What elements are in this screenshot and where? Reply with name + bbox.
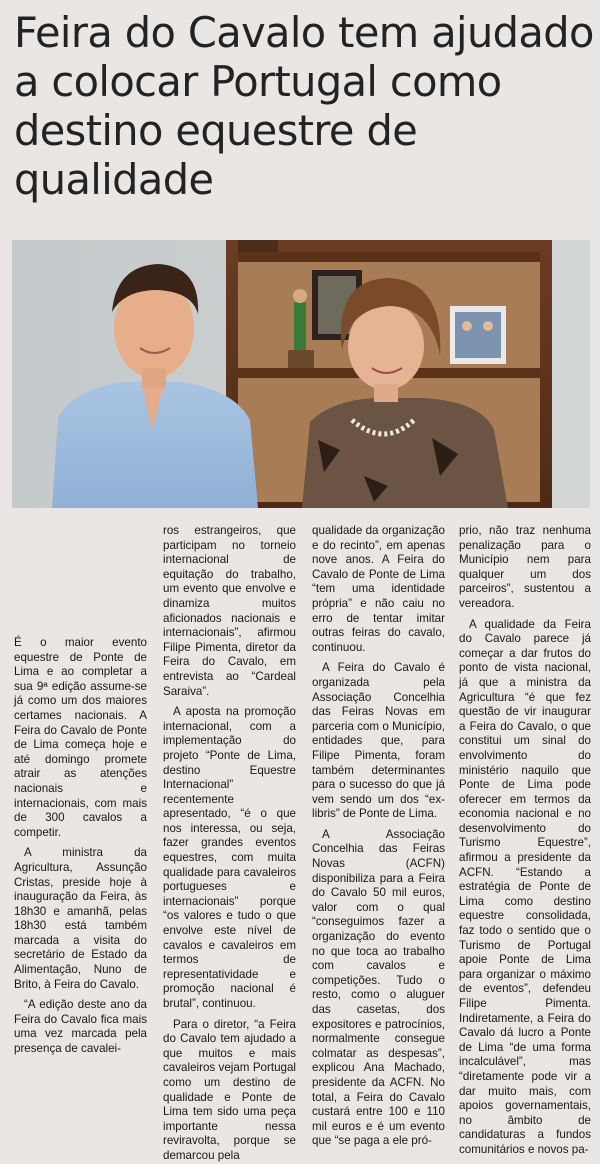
paragraph: “A edição deste ano da Feira do Cavalo fica mais uma vez marcada pela presença de cavalei-	[14, 998, 147, 1056]
paragraph: prio, não traz nenhuma penalização para o Município nem para qualquer um dos parceiros”, sustentou a vereadora.	[459, 524, 591, 610]
photo-illustration	[12, 240, 590, 508]
article-photo	[12, 240, 590, 508]
paragraph: A Associação Concelhia das Feiras Novas (ACFN) disponibiliza para a Feira do Cavalo 50 mil euros, valor com o qual “conseguimos fazer a organização do evento no que toca ao trabalho com cavalos e competições. Tudo o resto, como o aluguer das casetas, dos expositores e patrocínios, normalmente consegue colmatar as despesas”, explicou Ana Machado, presidente da ACFN. No total, a Feira do Cavalo custará entre 100 e 110 mil euros e é um evento que “se paga a ele pró-	[312, 827, 445, 1148]
article-body	[0, 524, 600, 1162]
paragraph: Para o diretor, “a Feira do Cavalo tem ajudado a que muitos e mais cavaleiros vejam Portugal como um destino de qualidade e Ponte de Lima tem sido uma peça importante nessa reviravolta, porque se demarcou pela	[163, 1017, 296, 1162]
paragraph: A aposta na promoção internacional, com a implementação do projeto “Ponte de Lima, destino Equestre Internacional” recentemente apresentado, “é o que nos interessa, ou seja, fazer grandes eventos equestres, com muita qualidade para cavaleiros portugueses e internacionais” porque “os valores e tudo o que envolve este nível de cavalos e cavaleiros em termos de representatividade e promoção nacional é brutal”, continuou.	[163, 705, 296, 1010]
paragraph: A ministra da Agricultura, Assunção Cristas, preside hoje à inauguração da Feira, às 18h30 e amanhã, pelas 18h30 está também marcada a visita do secretário de Estado da Alimentação, Nuno de Brito, à Feira do Cavalo.	[14, 846, 147, 991]
headline: Feira do Cavalo tem ajudado a colocar Portugal como destino equestre de qualidade	[14, 8, 594, 204]
paragraph: ros estrangeiros, que participam no torneio internacional de equitação do trabalho, um evento que envolve e dinamiza muitos aficionados nacionais e internacionais”, afirmou Filipe Pimenta, diretor da Feira do Cavalo, em entrevista ao “Cardeal Saraiva”.	[163, 524, 296, 698]
column-1	[14, 524, 147, 1057]
paragraph: A qualidade da Feira do Cavalo parece já começar a dar frutos do ponto de vista nacional, já que a ministra da Agricultura “é que fez questão de vir inaugurar a Feira do Cavalo, o que constitui um sinal do envolvimento do ministério naquilo que Ponte de Lima pode oferecer em termos da economia nacional e no desenvolvimento do Turismo Equestre”, afirmou a presidente da ACFN. “Estando a estratégia de Ponte de Lima como destino equestre consolidada, faz todo o sentido que o Turismo de Portugal apoie Ponte de Lima para organizar o máximo de eventos”, defendeu Filipe Pimenta. Indiretamente, a Feira do Cavalo dá lucro a Ponte de Lima “de uma forma incalculável”, mas “diretamente pode vir a dar muito mais, com apoios governamentais, no âmbito de candidaturas a fundos comunitários e novos pa-	[459, 617, 591, 1156]
column-4	[459, 524, 591, 1158]
paragraph: qualidade da organização e do recinto”, em apenas nove anos. A Feira do Cavalo de Ponte de Lima “tem uma identidade própria” e não caiu no erro de tentar imitar outras feiras do cavalo, continuou.	[312, 524, 445, 654]
paragraph: É o maior evento equestre de Ponte de Lima e ao completar a sua 9ª edição assume-se já como um dos maiores certames nacionais. A Feira do Cavalo de Ponte de Lima começa hoje e até domingo promete atrair as atenções nacionais e internacionais, com mais de 300 cavalos a competir.	[14, 636, 147, 839]
paragraph: A Feira do Cavalo é organizada pela Associação Concelhia das Feiras Novas em parceria com o Município, entidades que, para Filipe Pimenta, foram também determinantes para o sucesso do que já vem sendo um dos “ex-libris” de Ponte de Lima.	[312, 661, 445, 821]
column-2	[163, 524, 296, 1164]
column-3	[312, 524, 445, 1149]
